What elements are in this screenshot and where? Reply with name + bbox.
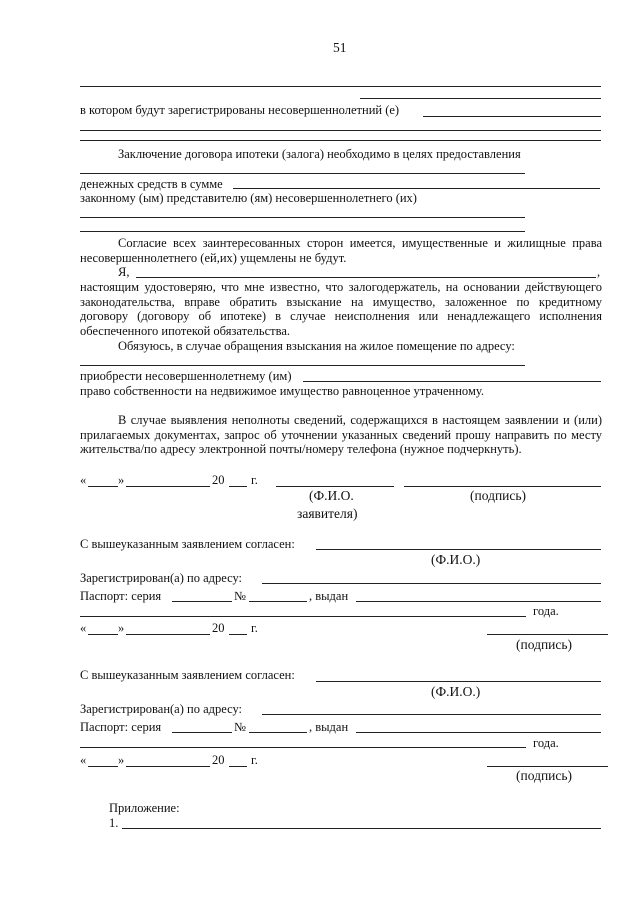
consenter-name-field[interactable] bbox=[316, 681, 601, 682]
acquire-label: приобрести несовершеннолетнему (им) bbox=[80, 369, 292, 383]
fio-label: (Ф.И.О.) bbox=[431, 684, 481, 699]
registered-minors-label: в котором будут зарегистрированы несовершеннолетний (е) bbox=[80, 103, 400, 117]
month-field[interactable] bbox=[126, 486, 210, 487]
signature-field[interactable] bbox=[487, 634, 608, 635]
issued-by-field[interactable] bbox=[356, 732, 601, 733]
applicant-name-field[interactable] bbox=[276, 486, 394, 487]
issued-by-field-cont[interactable] bbox=[80, 747, 526, 748]
registered-minors-field[interactable] bbox=[423, 116, 601, 117]
month-field[interactable] bbox=[126, 634, 210, 635]
fio-applicant-label: заявителя) bbox=[297, 506, 358, 521]
consenter-name-field[interactable] bbox=[316, 549, 601, 550]
date-close-quote: » bbox=[118, 621, 125, 635]
funds-amount-label: денежных средств в сумме bbox=[80, 177, 223, 191]
year-word: года. bbox=[533, 736, 559, 750]
year-prefix: 20 bbox=[212, 473, 225, 487]
page-number: 51 bbox=[333, 40, 347, 55]
date-close-quote: » bbox=[118, 753, 125, 767]
year-field[interactable] bbox=[229, 486, 247, 487]
signature-label: (подпись) bbox=[516, 637, 573, 652]
name-field[interactable] bbox=[136, 277, 596, 278]
day-field[interactable] bbox=[88, 486, 118, 487]
blank-line[interactable] bbox=[80, 130, 601, 131]
year-suffix: г. bbox=[251, 473, 258, 487]
issued-label: , выдан bbox=[309, 589, 349, 603]
address-field[interactable] bbox=[80, 365, 525, 366]
attachment-field[interactable] bbox=[122, 828, 601, 829]
i-label: Я, bbox=[118, 265, 130, 279]
issued-by-field-cont[interactable] bbox=[80, 616, 526, 617]
date-close-quote: » bbox=[118, 473, 125, 487]
certify-paragraph: настоящим удостоверяю, что мне известно, что залогодержатель, на основании действующего законодательства, вправе обратить взыскание на имущество, заложенное по кредитному договору (договору об ипотеке) в случае неисполнения или ненадлежащего исполнения обеспеченного ипотекой обязательства. bbox=[80, 280, 602, 338]
oblige-text: Обязуюсь, в случае обращения взыскания на жилое помещение по адресу: bbox=[118, 339, 515, 353]
fio-label: (Ф.И.О.) bbox=[431, 552, 481, 567]
legal-rep-label: законному (ым) представителю (ям) несовершеннолетнего (их) bbox=[80, 191, 417, 205]
consent-agree-label: С вышеуказанным заявлением согласен: bbox=[80, 668, 295, 682]
consent-paragraph: Согласие всех заинтересованных сторон имеется, имущественные и жилищные права несовершеннолетнего (ей,их) ущемлены не будут. bbox=[80, 236, 602, 265]
passport-number-field[interactable] bbox=[249, 601, 307, 602]
date-open-quote: « bbox=[80, 621, 87, 635]
funds-amount-field[interactable] bbox=[233, 188, 600, 189]
blank-line[interactable] bbox=[80, 217, 525, 218]
blank-line[interactable] bbox=[360, 98, 601, 99]
consent-agree-label: С вышеуказанным заявлением согласен: bbox=[80, 537, 295, 551]
year-prefix: 20 bbox=[212, 753, 225, 767]
year-field[interactable] bbox=[229, 766, 247, 767]
address-field[interactable] bbox=[262, 714, 601, 715]
blank-line[interactable] bbox=[80, 140, 601, 141]
attachment-label: Приложение: bbox=[109, 801, 180, 815]
incomplete-paragraph: В случае выявления неполноты сведений, содержащихся в настоящем заявлении и (или) прилагаемых документах, запрос об уточнении указанных сведений прошу направить по месту жительства/по адресу электронной почты/номеру телефона (нужное подчеркнуть). bbox=[80, 413, 602, 457]
mortgage-text: Заключение договора ипотеки (залога) необходимо в целях предоставления bbox=[118, 147, 521, 161]
date-open-quote: « bbox=[80, 753, 87, 767]
passport-number-field[interactable] bbox=[249, 732, 307, 733]
applicant-signature-field[interactable] bbox=[404, 486, 601, 487]
passport-series-field[interactable] bbox=[172, 732, 232, 733]
ownership-text: право собственности на недвижимое имущество равноценное утраченному. bbox=[80, 384, 484, 398]
month-field[interactable] bbox=[126, 766, 210, 767]
day-field[interactable] bbox=[88, 766, 118, 767]
blank-line[interactable] bbox=[80, 173, 525, 174]
day-field[interactable] bbox=[88, 634, 118, 635]
blank-line[interactable] bbox=[80, 86, 601, 87]
acquire-field[interactable] bbox=[303, 381, 601, 382]
date-open-quote: « bbox=[80, 473, 87, 487]
year-field[interactable] bbox=[229, 634, 247, 635]
passport-series-field[interactable] bbox=[172, 601, 232, 602]
fio-label: (Ф.И.О. bbox=[309, 488, 354, 503]
passport-number-label: № bbox=[234, 720, 246, 734]
blank-line[interactable] bbox=[80, 231, 525, 232]
address-field[interactable] bbox=[262, 583, 601, 584]
year-suffix: г. bbox=[251, 753, 258, 767]
comma: , bbox=[597, 265, 601, 279]
registered-at-label: Зарегистрирован(а) по адресу: bbox=[80, 571, 243, 585]
year-suffix: г. bbox=[251, 621, 258, 635]
year-word: года. bbox=[533, 604, 559, 618]
registered-at-label: Зарегистрирован(а) по адресу: bbox=[80, 702, 243, 716]
passport-series-label: Паспорт: серия bbox=[80, 720, 162, 734]
year-prefix: 20 bbox=[212, 621, 225, 635]
passport-number-label: № bbox=[234, 589, 246, 603]
passport-series-label: Паспорт: серия bbox=[80, 589, 162, 603]
attachment-item-number: 1. bbox=[109, 816, 119, 830]
issued-by-field[interactable] bbox=[356, 601, 601, 602]
issued-label: , выдан bbox=[309, 720, 349, 734]
signature-field[interactable] bbox=[487, 766, 608, 767]
signature-label: (подпись) bbox=[470, 488, 527, 503]
signature-label: (подпись) bbox=[516, 768, 573, 783]
